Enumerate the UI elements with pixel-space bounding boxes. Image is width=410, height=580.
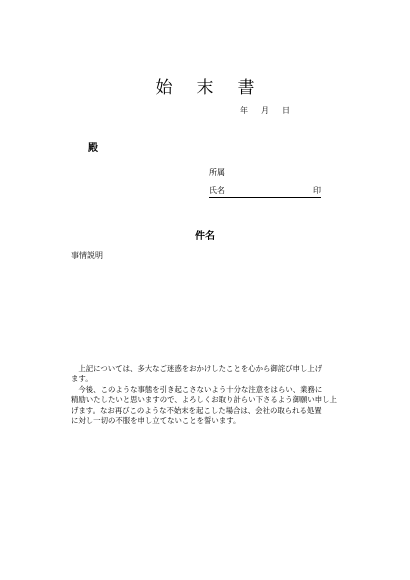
title-char-3: 書	[237, 78, 255, 98]
date-month-label: 月	[261, 106, 269, 115]
document-title	[0, 73, 410, 98]
name-signature-line	[209, 185, 321, 198]
body-line: げます。なお再びこのような不始末を起こした場合は、会社の取られる処置	[71, 405, 322, 415]
body-line: 精励いたしたいと思いますので、よろしくお取り計らい下さるよう御願い申し上	[71, 395, 337, 405]
title-char-2: 末	[196, 78, 214, 98]
apology-body	[71, 364, 353, 426]
body-line: に対し一切の不服を申し立てないことを誓います。	[71, 416, 241, 426]
date-day-label: 日	[282, 106, 290, 115]
body-line: 今後、このような事態を引き起こさないよう十分な注意をはらい、業務に	[71, 384, 323, 394]
body-line: 上記については、多大なご迷惑をおかけしたことを心から御詫び申し上げ	[71, 364, 323, 373]
seal-label: 印	[313, 186, 321, 195]
name-label: 氏名	[209, 186, 225, 195]
title-char-1: 始	[155, 78, 173, 98]
subject-label: 件名	[195, 231, 215, 242]
addressee-suffix: 殿	[88, 143, 98, 154]
department-label: 所属	[209, 168, 225, 177]
explanation-label: 事情説明	[71, 251, 103, 260]
body-line: ます。	[71, 374, 93, 384]
date-year-label: 年	[240, 106, 248, 115]
